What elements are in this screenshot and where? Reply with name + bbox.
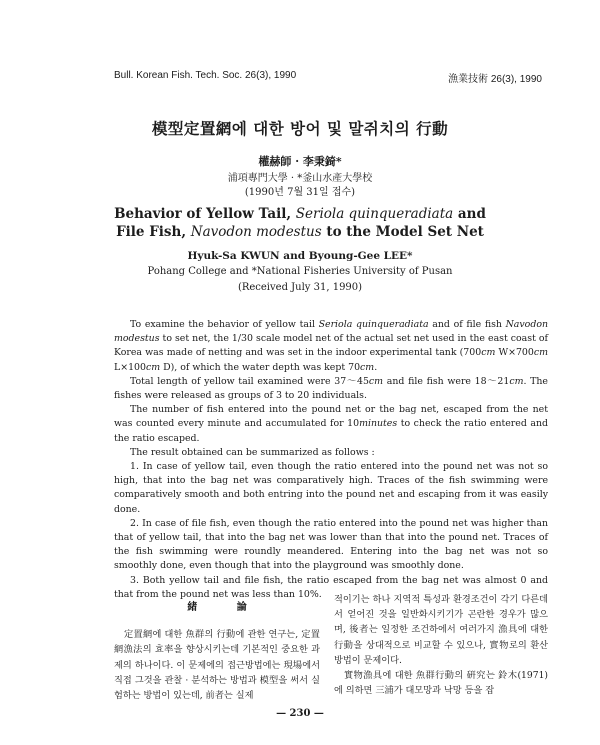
abstract-paragraph: The number of fish entered into the pound net or the bag net, escaped from the net was counted every minute and accumulated for 10minutes to check the ratio entered and the ratio escaped. [114,404,548,444]
journal-citation-korean: 漁業技術 26(3), 1990 [448,74,542,85]
english-title-line-2: File Fish, Navodon modestus to the Model Set Net [116,224,484,240]
english-affiliation: Pohang College and *National Fisheries University of Pusan [147,266,453,277]
journal-citation: Bull. Korean Fish. Tech. Soc. 26(3), 1990 [114,70,297,81]
korean-authors: 權赫師 · 李秉錡* [258,155,342,168]
abstract-paragraph: To examine the behavior of yellow tail Seriola quinqueradiata and of file fish Navodon modestus to set net, the 1/30 scale model net of the actual set net used in the east coast of Korea was made of netting and was set in the indoor experimental tank (700cm W×700cm L×100cm D), of which the water depth was kept 70cm. [114,319,549,373]
introduction-paragraph: 定置網에 대한 魚群의 行動에 관한 연구는, 定置網漁法의 효率을 향상시키는데 기본적인 중요한 과제의 하나이다. 이 문제에의 접근방법에는 現場에서 직접 그것을 관찰 · 분석하는 방법과 模型을 써서 실험하는 방법이 있는데, 前者는 실제 [114,629,320,702]
abstract-result-item: 1. In case of yellow tail, even though the ratio entered into the pound net was not so high, that into the bag net was comparatively high. Traces of the fish swimming were comparatively smooth and both entring into the pound net and escaping from it was easily done. [114,461,548,515]
english-authors: Hyuk-Sa KWUN and Byoung-Gee LEE* [187,250,413,262]
left-column [114,592,320,703]
english-received-date: (Received July 31, 1990) [237,282,363,293]
abstract-paragraph: The result obtained can be summarized as follows : [130,446,375,458]
korean-title: 模型定置網에 대한 방어 및 말쥐치의 行動 [151,119,449,138]
abstract-result-item: 2. In case of file fish, even though the ratio entered into the pound net was higher than that of yellow tail, that into the bag net was lower than that into the pound net. Traces of the fish swimming were roundly meandered. Entering into the bag net was not so smoothly done, even though that into the playground was smoothly done. [114,517,548,572]
introduction-paragraph: 實物漁具에 대한 魚群行動의 硏究는 鈴木(1971)에 의하면 三浦가 대모망과 낙망 등을 잡 [334,670,548,697]
english-title-line-1: Behavior of Yellow Tail, Seriola quinqueradiata and [114,206,486,222]
abstract-result-item: 3. Both yellow tail and file fish, the ratio escaped from the bag net was almost 0 and that from the pound net was less than 10%. [114,574,548,600]
page-number: — 230 — [276,708,324,719]
korean-received-date: (1990년 7월 31일 접수) [244,187,356,198]
section-title-introduction: 緒 論 [187,602,265,613]
right-column [334,592,548,698]
introduction-paragraph-continued: 적이기는 하나 지역적 특성과 환경조건이 각기 다른데서 얻어진 것을 일반화시키기가 곤란한 경우가 많으며, 後者는 일정한 조건하에서 여러가지 漁具에 대한 行動을 상대적으로 비교할 수 있으나, 實物로의 환산방법이 문제이다. [334,594,548,666]
abstract [114,318,548,602]
abstract-paragraph: Total length of yellow tail examined were 37～45cm and file fish were 18～21cm. The fishes were released as groups of 3 to 20 individuals. [114,375,548,402]
korean-affiliation: 浦項專門大學 · *釜山水產大學校 [227,173,373,184]
english-title [0,205,600,241]
